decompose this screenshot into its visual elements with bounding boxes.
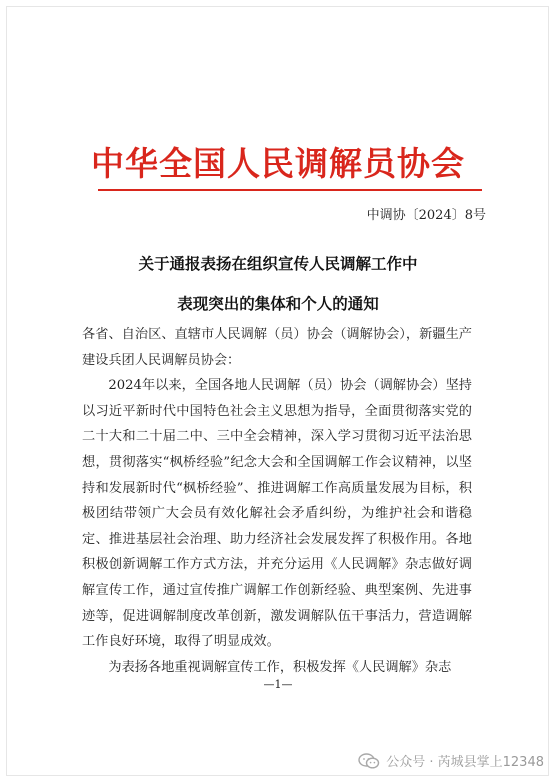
notice-title-line-1: 关于通报表扬在组织宣传人民调解工作中 <box>138 254 418 273</box>
document-number: 中调协〔2024〕8号 <box>366 208 486 223</box>
notice-title-line-2: 表现突出的集体和个人的通知 <box>177 294 379 313</box>
wechat-watermark <box>358 751 544 770</box>
red-header-rule <box>98 189 482 191</box>
paragraph-1: 2024年以来，全国各地人民调解（员）协会（调解协会）坚持以习近平新时代中国特色社会主义思想为指导，全面贯彻落实党的二十大和二十届二中、三中全会精神，深入学习贯彻习近平法治思想，贯彻落实“枫桥经验”纪念大会和全国调解工作会议精神，以坚持和发展新时代“枫桥经验”、推进调解工作高质量发展为目标，积极团结带领广大会员有效化解社会矛盾纠纷，为维护社会和谐稳定、推进基层社会治理、助力经济社会发展发挥了积极作用。各地积极创新调解工作方式方法，并充分运用《人民调解》杂志做好调解宣传工作，通过宣传推广调解工作创新经验、典型案例、先进事迹等，促进调解制度改革创新，激发调解队伍干事活力，营造调解工作良好环境，取得了明显成效。 <box>82 378 472 650</box>
page-number: —1— <box>263 678 293 691</box>
organization-header: 中华全国人民调解员协会 <box>91 144 465 183</box>
paragraph-2: 为表扬各地重视调解宣传工作，积极发挥《人民调解》杂志 <box>108 659 452 675</box>
salutation: 各省、自治区、直辖市人民调解（员）协会（调解协会），新疆生产建设兵团人民调解员协会： <box>82 327 472 368</box>
notice-body <box>82 322 472 680</box>
watermark-text: 公众号 · 芮城县掌上12348 <box>386 755 544 770</box>
wechat-icon <box>358 753 380 769</box>
